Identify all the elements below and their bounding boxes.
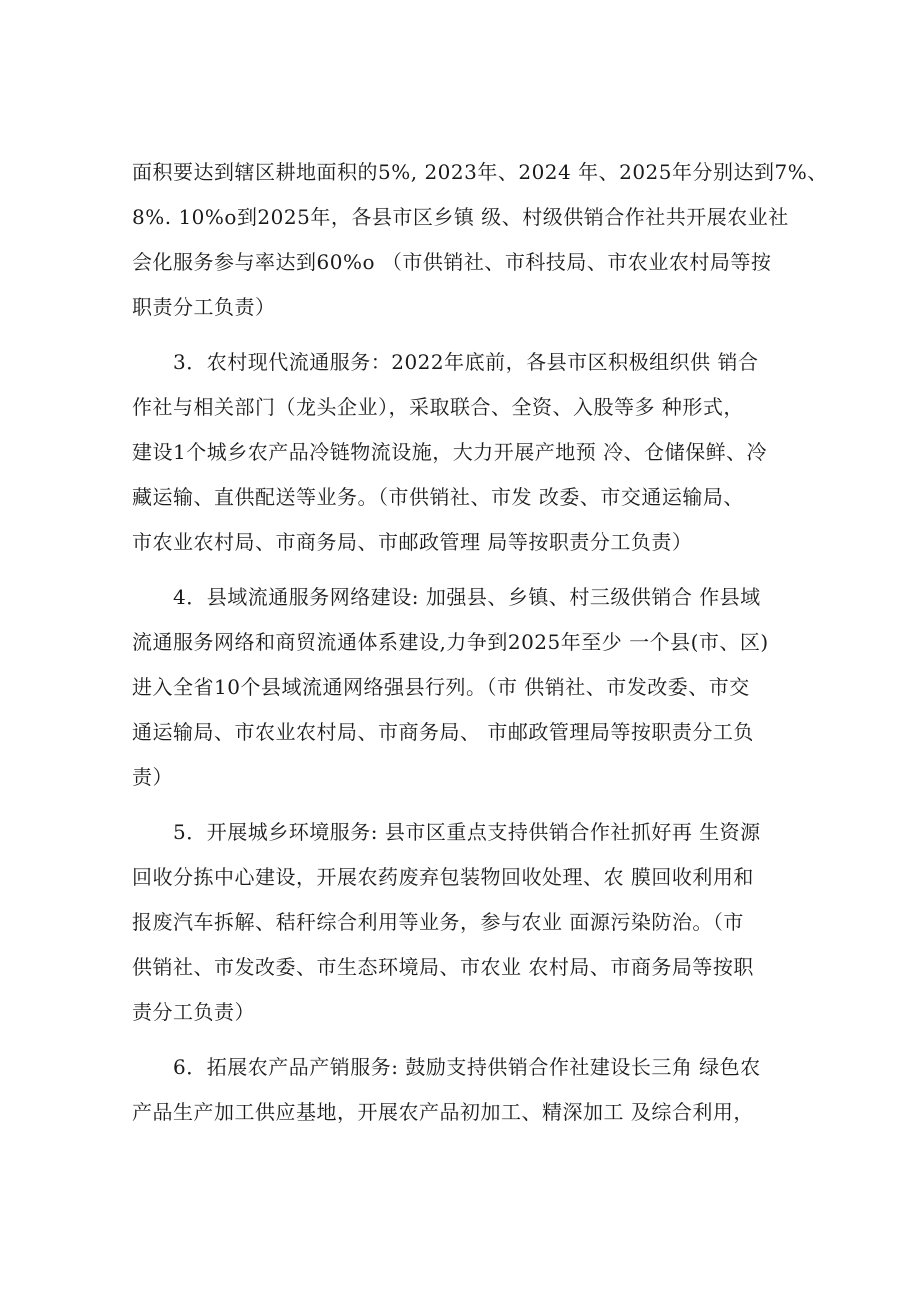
text-line: 供销社、市发改委、市生态环境局、市农业 农村局、市商务局等按职 xyxy=(132,955,754,979)
text-line: 责分工负责） xyxy=(132,1000,255,1024)
text-line: 职责分工负责） xyxy=(132,295,276,319)
paragraph-5-environment xyxy=(132,810,802,1035)
paragraph-3-rural-logistics xyxy=(132,340,802,565)
text-line: 建设1个城乡农产品冷链物流设施，大力开展产地预 冷、仓储保鲜、冷 xyxy=(132,440,768,464)
text-line: 通运输局、市农业农村局、市商务局、 市邮政管理局等按职责分工负 xyxy=(132,720,754,744)
text-line: 责） xyxy=(132,765,173,789)
text-line: 作社与相关部门（龙头企业），采取联合、全资、入股等多 种形式， xyxy=(132,395,744,419)
document-body xyxy=(132,150,828,1135)
text-line: 进入全省10个县域流通网络强县行列。（市 供销社、市发改委、市交 xyxy=(132,675,750,699)
text-line: 报废汽车拆解、秸秆综合利用等业务，参与农业 面源污染防治。（市 xyxy=(132,910,744,934)
paragraph-4-county-network xyxy=(132,575,802,800)
text-line: 流通服务网络和商贸流通体系建设,力争到2025年至少 一个县(市、区) xyxy=(132,630,769,654)
text-line: 面积要达到辖区耕地面积的5%, 2023年、2024 年、2025年分别达到7%、 xyxy=(132,160,828,184)
text-line: 藏运输、直供配送等业务。（市供销社、市发 改委、市交通运输局、 xyxy=(132,485,744,509)
text-line: 回收分拣中心建设，开展农药废弃包装物回收处理、农 膜回收利用和 xyxy=(132,865,754,889)
paragraph-1 xyxy=(132,150,828,330)
text-line: 3．农村现代流通服务：2022年底前，各县市区积极组织供 销合 xyxy=(173,350,759,374)
text-line: 8%. 10%o到2025年，各县市区乡镇 级、村级供销合作社共开展农业社 xyxy=(132,205,789,229)
text-line: 会化服务参与率达到60%o （市供销社、市科技局、市农业农村局等按 xyxy=(132,250,772,274)
text-line: 6．拓展农产品产销服务: 鼓励支持供销合作社建设长三角 绿色农 xyxy=(173,1055,761,1079)
text-line: 产品生产加工供应基地，开展农产品初加工、精深加工 及综合利用， xyxy=(132,1100,754,1124)
text-line: 市农业农村局、市商务局、市邮政管理 局等按职责分工负责） xyxy=(132,530,693,554)
text-line: 4．县域流通服务网络建设: 加强县、乡镇、村三级供销合 作县域 xyxy=(173,585,761,609)
text-line: 5．开展城乡环境服务: 县市区重点支持供销合作社抓好再 生资源 xyxy=(173,820,761,844)
paragraph-6-produce-marketing xyxy=(132,1045,802,1135)
